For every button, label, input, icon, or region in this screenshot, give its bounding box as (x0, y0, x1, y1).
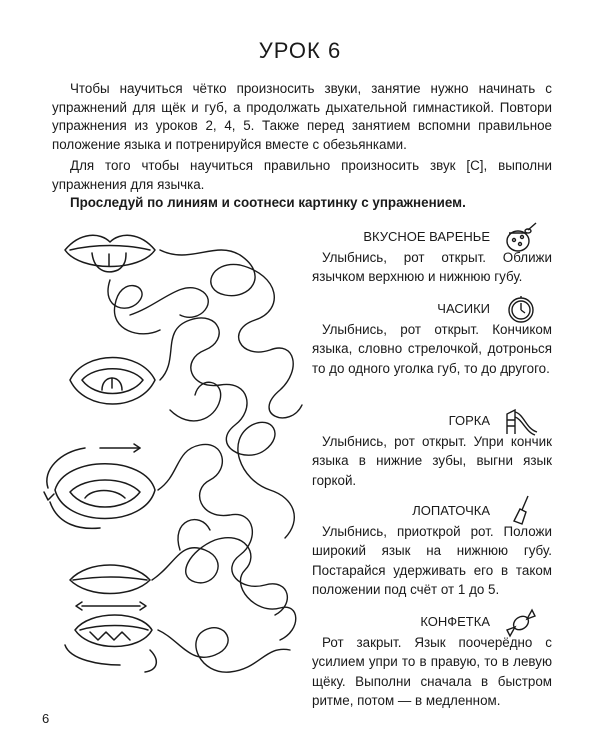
exercise-vkusnoe-varenye (312, 226, 552, 287)
exercise-description: Улыбнись, рот открыт. Кончиком языка, словно стрелочкой, дотронься то до одного уголка губ, то до другого. (312, 322, 552, 376)
clock-icon (504, 292, 538, 326)
intro-paragraph-2: Для того чтобы научиться правильно произносить звук [С], выполни упражнения для язычка. (52, 158, 552, 192)
jam-jar-icon (504, 220, 538, 254)
slide-icon (504, 404, 538, 438)
intro-paragraph-1: Чтобы научиться чётко произносить звуки, занятие нужно начинать с упражнений для щёк и губ, а продолжать дыхательной гимнастикой. Повтори упражнения из уроков 2, 4, 5. Также перед занятием вспомни правильное положение языка и потренируйся вместе с обезьянками. (52, 81, 552, 152)
exercise-gorka (312, 410, 552, 490)
page-number: 6 (42, 711, 50, 726)
exercise-lopatochka (312, 500, 552, 600)
exercise-chasiki (312, 298, 552, 378)
exercise-description: Рот закрыт. Язык поочерёдно с усилием упри то в правую, то в левую щёку. Выполни сначала в быстром ритме, потом — в медленном. (312, 635, 552, 709)
task-instruction: Проследуй по линиям и соотнеси картинку с упражнением. (70, 195, 466, 210)
tangled-lines (108, 250, 302, 672)
mouth-licking-lips-icon (65, 235, 155, 272)
exercise-description: Улыбнись, рот открыт. Упри кончик языка в нижние зубы, выгни язык горкой. (312, 434, 552, 488)
mouth-open-tongue-icon (70, 358, 155, 405)
maze-illustration (40, 220, 315, 700)
exercise-name: ВКУСНОЕ ВАРЕНЬЕ (363, 229, 490, 244)
lesson-title: УРОК 6 (258, 38, 342, 63)
shovel-icon (504, 494, 538, 528)
candy-icon (504, 605, 538, 639)
exercise-description: Улыбнись, рот открыт. Оближи язычком верхнюю и нижнюю губу. (312, 250, 552, 285)
mouth-tongue-cheek-icon (65, 615, 156, 672)
exercise-konfetka (312, 611, 552, 711)
exercise-description: Улыбнись, приоткрой рот. Положи широкий язык на нижнюю губу. Постарайся удерживать его в таком положении под счёт от 1 до 5. (312, 524, 552, 598)
intro-text (52, 80, 552, 198)
exercise-name: ЧАСИКИ (437, 301, 490, 316)
exercise-name: КОНФЕТКА (420, 614, 490, 629)
mouth-closed-icon (70, 565, 150, 610)
mouth-wide-open-icon (44, 444, 155, 528)
exercise-name: ГОРКА (448, 413, 490, 428)
exercise-name: ЛОПАТОЧКА (412, 503, 490, 518)
